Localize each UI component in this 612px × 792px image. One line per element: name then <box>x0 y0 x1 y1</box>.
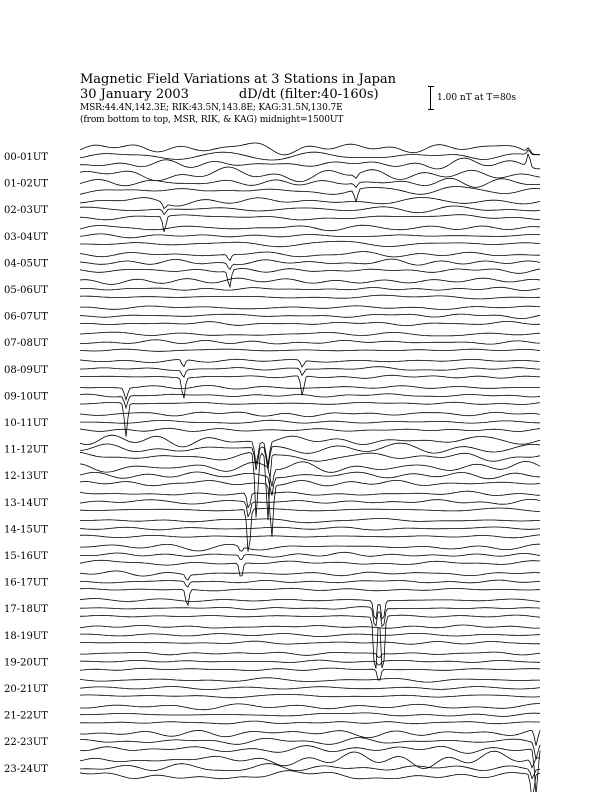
trace-kag <box>80 518 540 522</box>
row-label: 15-16UT <box>4 551 48 562</box>
row-label: 06-07UT <box>4 311 48 323</box>
trace-msr <box>80 154 540 169</box>
row-label: 10-11UT <box>4 418 48 429</box>
row-label: 01-02UT <box>4 178 48 190</box>
trace-rik <box>80 394 540 408</box>
trace-rik <box>80 687 540 690</box>
trace-msr <box>80 771 540 792</box>
trace-kag <box>80 225 540 231</box>
row-label: 09-10UT <box>4 391 48 403</box>
trace-order-note: (from bottom to top, MSR, RIK, & KAG) midnight=1500UT <box>80 115 344 125</box>
row-label: 11-12UT <box>4 444 48 456</box>
trace-rik <box>80 259 540 269</box>
chart-date: 30 January 2003 <box>80 87 189 102</box>
row-label: 19-20UT <box>4 657 48 669</box>
trace-kag <box>80 306 540 310</box>
trace-msr <box>80 668 540 680</box>
trace-msr <box>80 508 540 552</box>
row-label: 13-14UT <box>4 497 48 509</box>
trace-msr <box>80 694 540 697</box>
trace-msr <box>80 641 540 644</box>
trace-kag <box>80 278 540 284</box>
trace-rik <box>80 314 540 319</box>
row-label: 07-08UT <box>4 338 48 350</box>
trace-msr <box>80 560 540 576</box>
trace-kag <box>80 167 540 182</box>
trace-kag <box>80 625 540 628</box>
trace-kag <box>80 412 540 417</box>
trace-msr <box>80 428 540 431</box>
row-label: 16-17UT <box>4 577 48 589</box>
chart-title: Magnetic Field Variations at 3 Stations in Japan <box>80 72 397 87</box>
row-label: 20-21UT <box>4 684 48 695</box>
trace-rik <box>80 552 540 559</box>
chart-quantity: dD/dt (filter:40-160s) <box>238 87 379 102</box>
trace-rik <box>80 287 540 290</box>
row-label: 23-24UT <box>4 763 48 775</box>
trace-rik <box>80 738 540 760</box>
row-label: 04-05UT <box>4 258 48 270</box>
trace-rik <box>80 527 540 530</box>
trace-kag <box>80 704 540 710</box>
trace-rik <box>80 443 540 470</box>
trace-rik <box>80 367 540 378</box>
trace-kag <box>80 678 540 682</box>
row-label: 17-18UT <box>4 604 48 616</box>
trace-msr <box>80 349 540 351</box>
trace-kag <box>80 252 540 261</box>
trace-kag <box>80 198 540 209</box>
trace-kag <box>80 544 540 551</box>
trace-kag <box>80 332 540 336</box>
trace-kag <box>80 751 540 768</box>
row-label: 21-22UT <box>4 710 48 722</box>
trace-rik <box>80 420 540 423</box>
trace-msr <box>80 241 540 246</box>
trace-rik <box>80 633 540 636</box>
trace-rik <box>80 340 540 344</box>
trace-kag <box>80 730 540 745</box>
trace-msr <box>80 187 540 202</box>
row-label: 03-04UT <box>4 231 48 243</box>
row-label: 22-23UT <box>4 737 48 749</box>
trace-msr <box>80 721 540 724</box>
row-label: 08-09UT <box>4 364 48 376</box>
trace-kag <box>80 571 540 580</box>
trace-kag <box>80 385 540 399</box>
trace-msr <box>80 295 540 299</box>
trace-rik <box>80 713 540 717</box>
trace-msr <box>80 535 540 538</box>
row-label: 05-06UT <box>4 285 48 296</box>
trace-rik <box>80 660 540 665</box>
trace-msr <box>80 402 540 436</box>
trace-kag <box>80 359 540 367</box>
row-label: 18-19UT <box>4 630 48 642</box>
trace-msr <box>80 321 540 325</box>
scale-bar-label: 1.00 nT at T=80s <box>437 93 517 103</box>
trace-kag <box>80 143 540 155</box>
trace-rik <box>80 580 540 587</box>
row-label: 14-15UT <box>4 524 48 536</box>
row-label: 00-01UT <box>4 152 48 163</box>
station-coordinates: MSR:44.4N,142.3E; RIK:43.5N,143.8E; KAG:31.5N,130.7E <box>80 103 343 113</box>
row-label: 02-03UT <box>4 205 48 217</box>
trace-msr <box>80 269 540 287</box>
row-label: 12-13UT <box>4 471 48 483</box>
trace-msr <box>80 588 540 605</box>
trace-rik <box>80 499 540 516</box>
trace-kag <box>80 652 540 657</box>
trace-rik <box>80 150 540 160</box>
trace-rik <box>80 234 540 238</box>
trace-rik <box>80 206 540 215</box>
trace-rik <box>80 178 540 187</box>
